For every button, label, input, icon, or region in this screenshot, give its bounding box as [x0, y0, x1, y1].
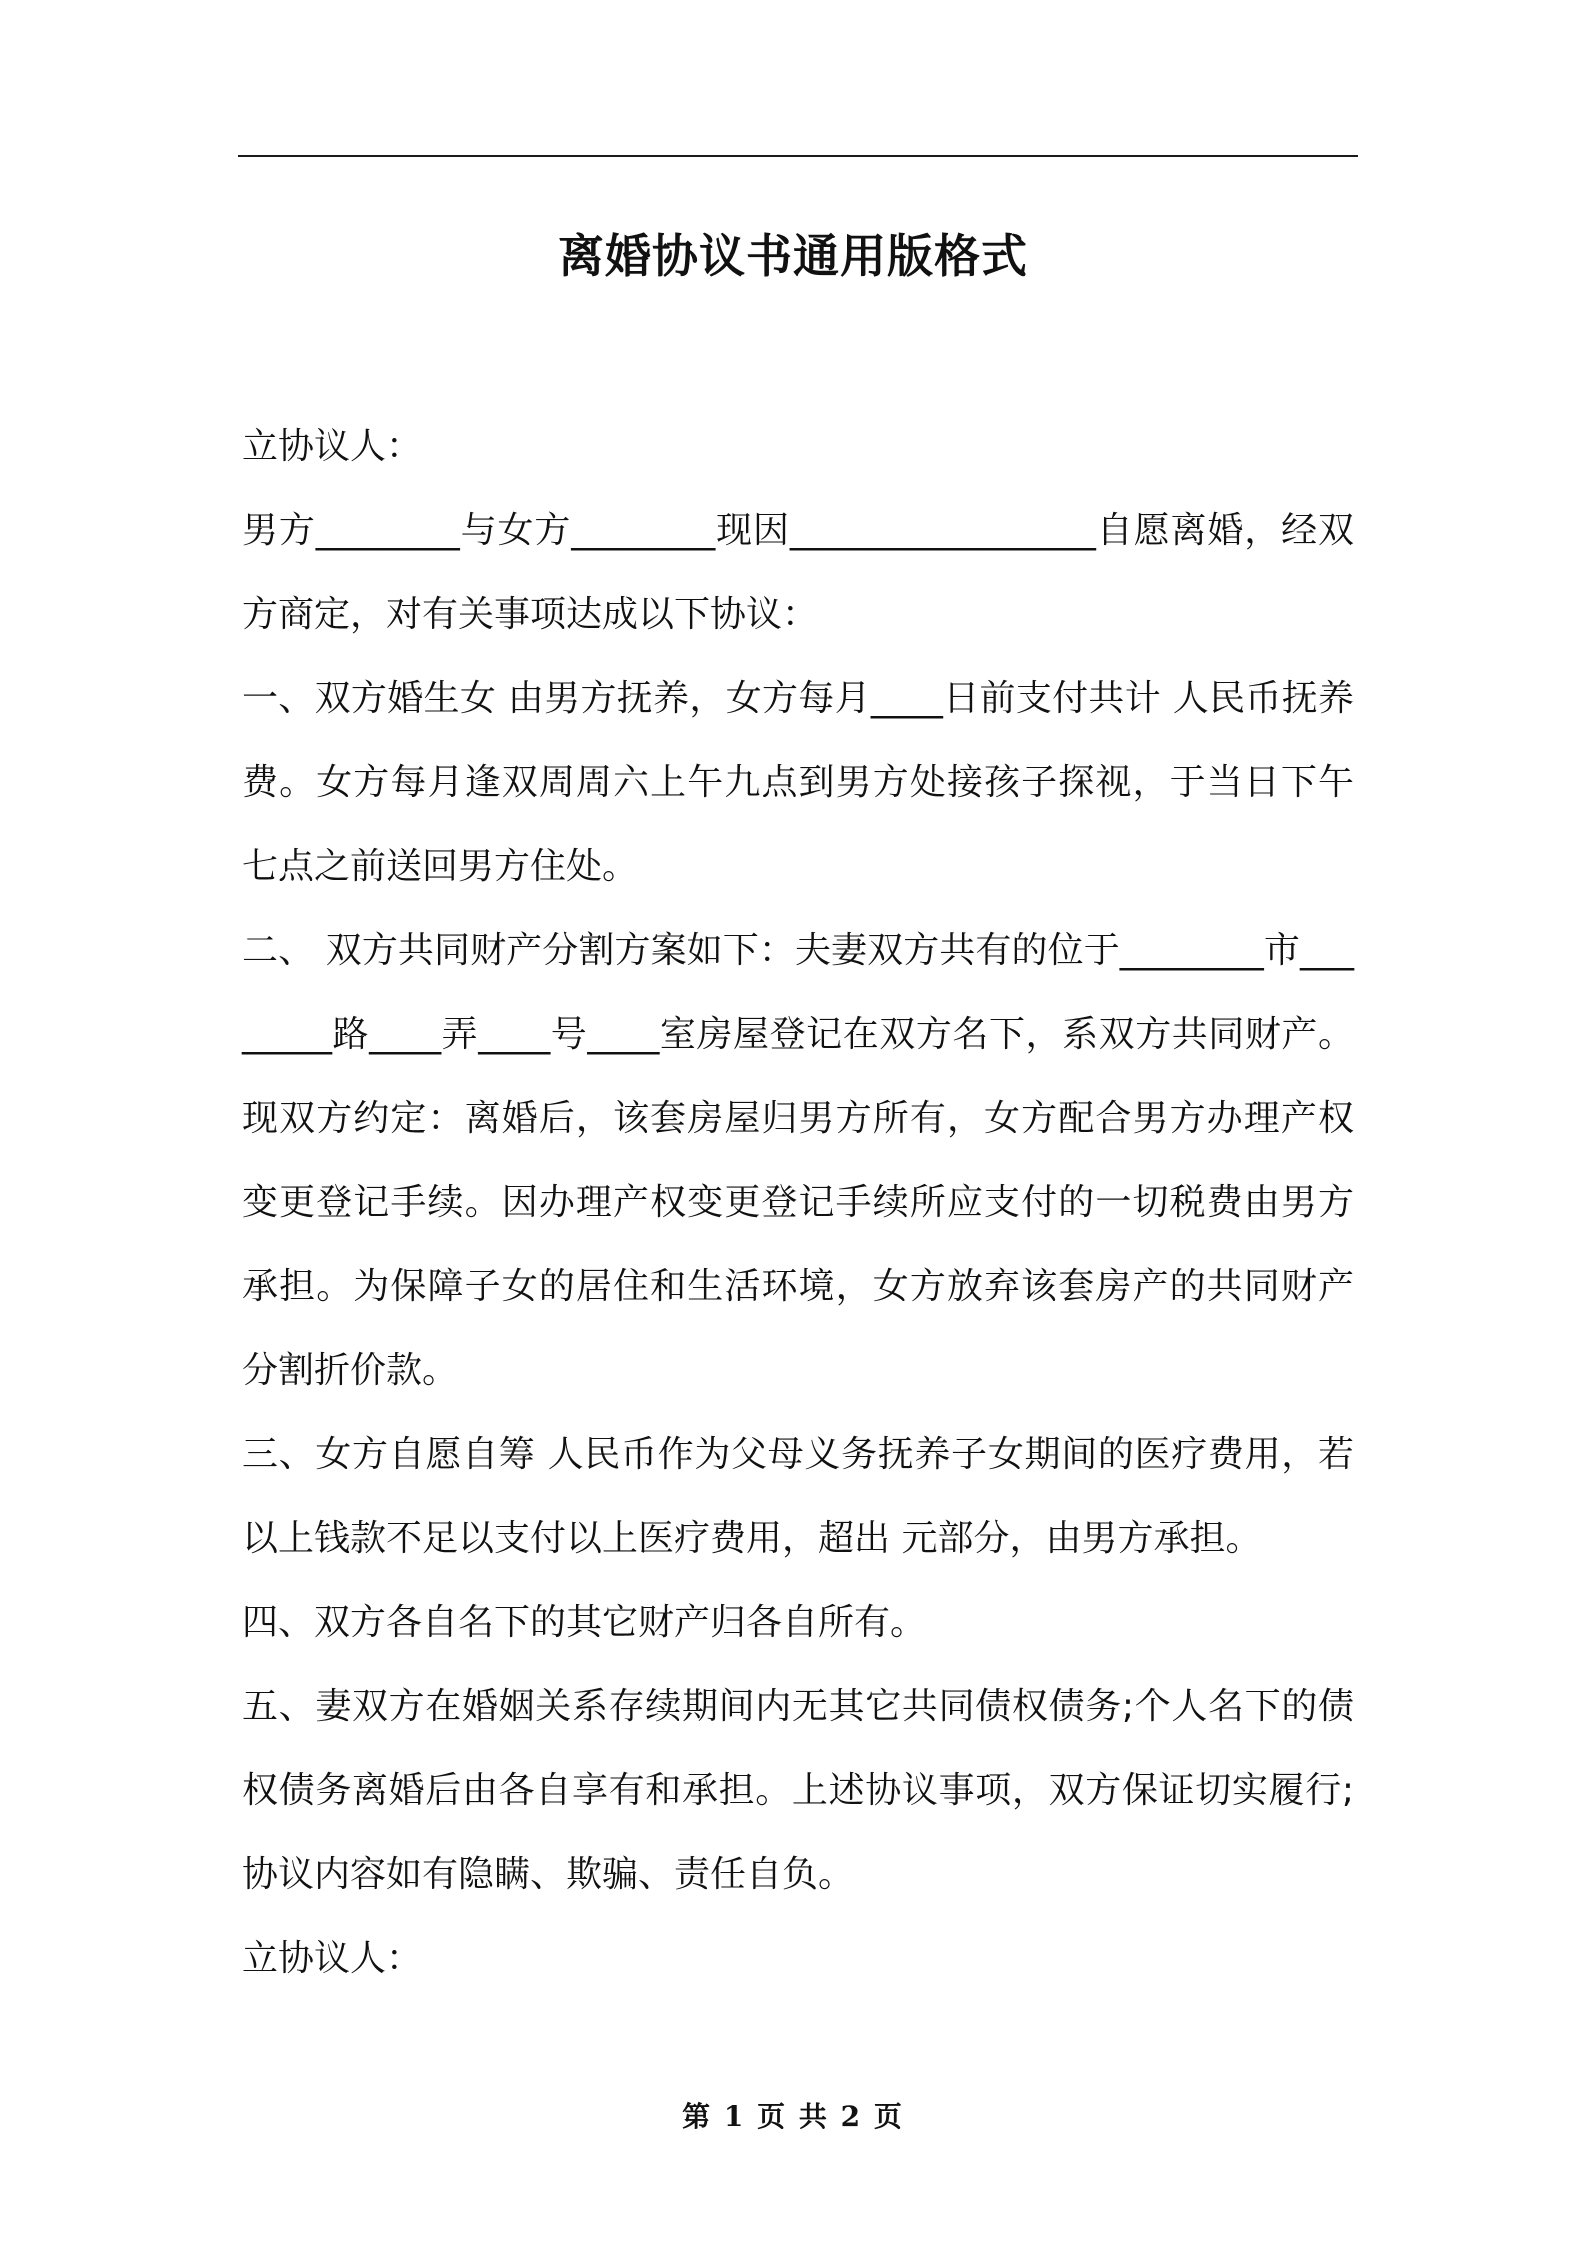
document-title: 离婚协议书通用版格式	[558, 229, 1028, 283]
paragraph-parties-heading: 立协议人：	[242, 426, 423, 467]
paragraph-clause-4: 四、双方各自名下的其它财产归各自所有。	[242, 1602, 927, 1643]
paragraph-clause-2: 二、 双方共同财产分割方案如下：夫妻双方共有的位于________市________路____弄____号____室房屋登记在双方名下，系双方共同财产。现双方约定：离婚后，该套房屋归男方所有，女方配合男方办理产权变更登记手续。因办理产权变更登记手续所应支付的一切税费由男方承担。为保障子女的居住和生活环境，女方放弃该套房产的共同财产分割折价款。	[242, 930, 1354, 1391]
paragraph-signature-heading: 立协议人：	[242, 1938, 423, 1979]
paragraph-clause-3: 三、女方自愿自筹 人民币作为父母义务抚养子女期间的医疗费用，若以上钱款不足以支付以上医疗费用，超出 元部分，由男方承担。	[242, 1434, 1354, 1559]
page-number: 第 1 页 共 2 页	[682, 2100, 904, 2133]
paragraph-clause-1: 一、双方婚生女 由男方抚养，女方每月____日前支付共计 人民币抚养费。女方每月逢双周周六上午九点到男方处接孩子探视，于当日下午七点之前送回男方住处。	[242, 678, 1354, 887]
document-body	[242, 405, 1354, 2001]
paragraph-clause-5: 五、妻双方在婚姻关系存续期间内无其它共同债权债务;个人名下的债权债务离婚后由各自享有和承担。上述协议事项，双方保证切实履行;协议内容如有隐瞒、欺骗、责任自负。	[242, 1686, 1354, 1895]
paragraph-intro: 男方________与女方________现因_________________自愿离婚，经双方商定，对有关事项达成以下协议：	[242, 510, 1354, 635]
header-rule	[238, 155, 1358, 157]
